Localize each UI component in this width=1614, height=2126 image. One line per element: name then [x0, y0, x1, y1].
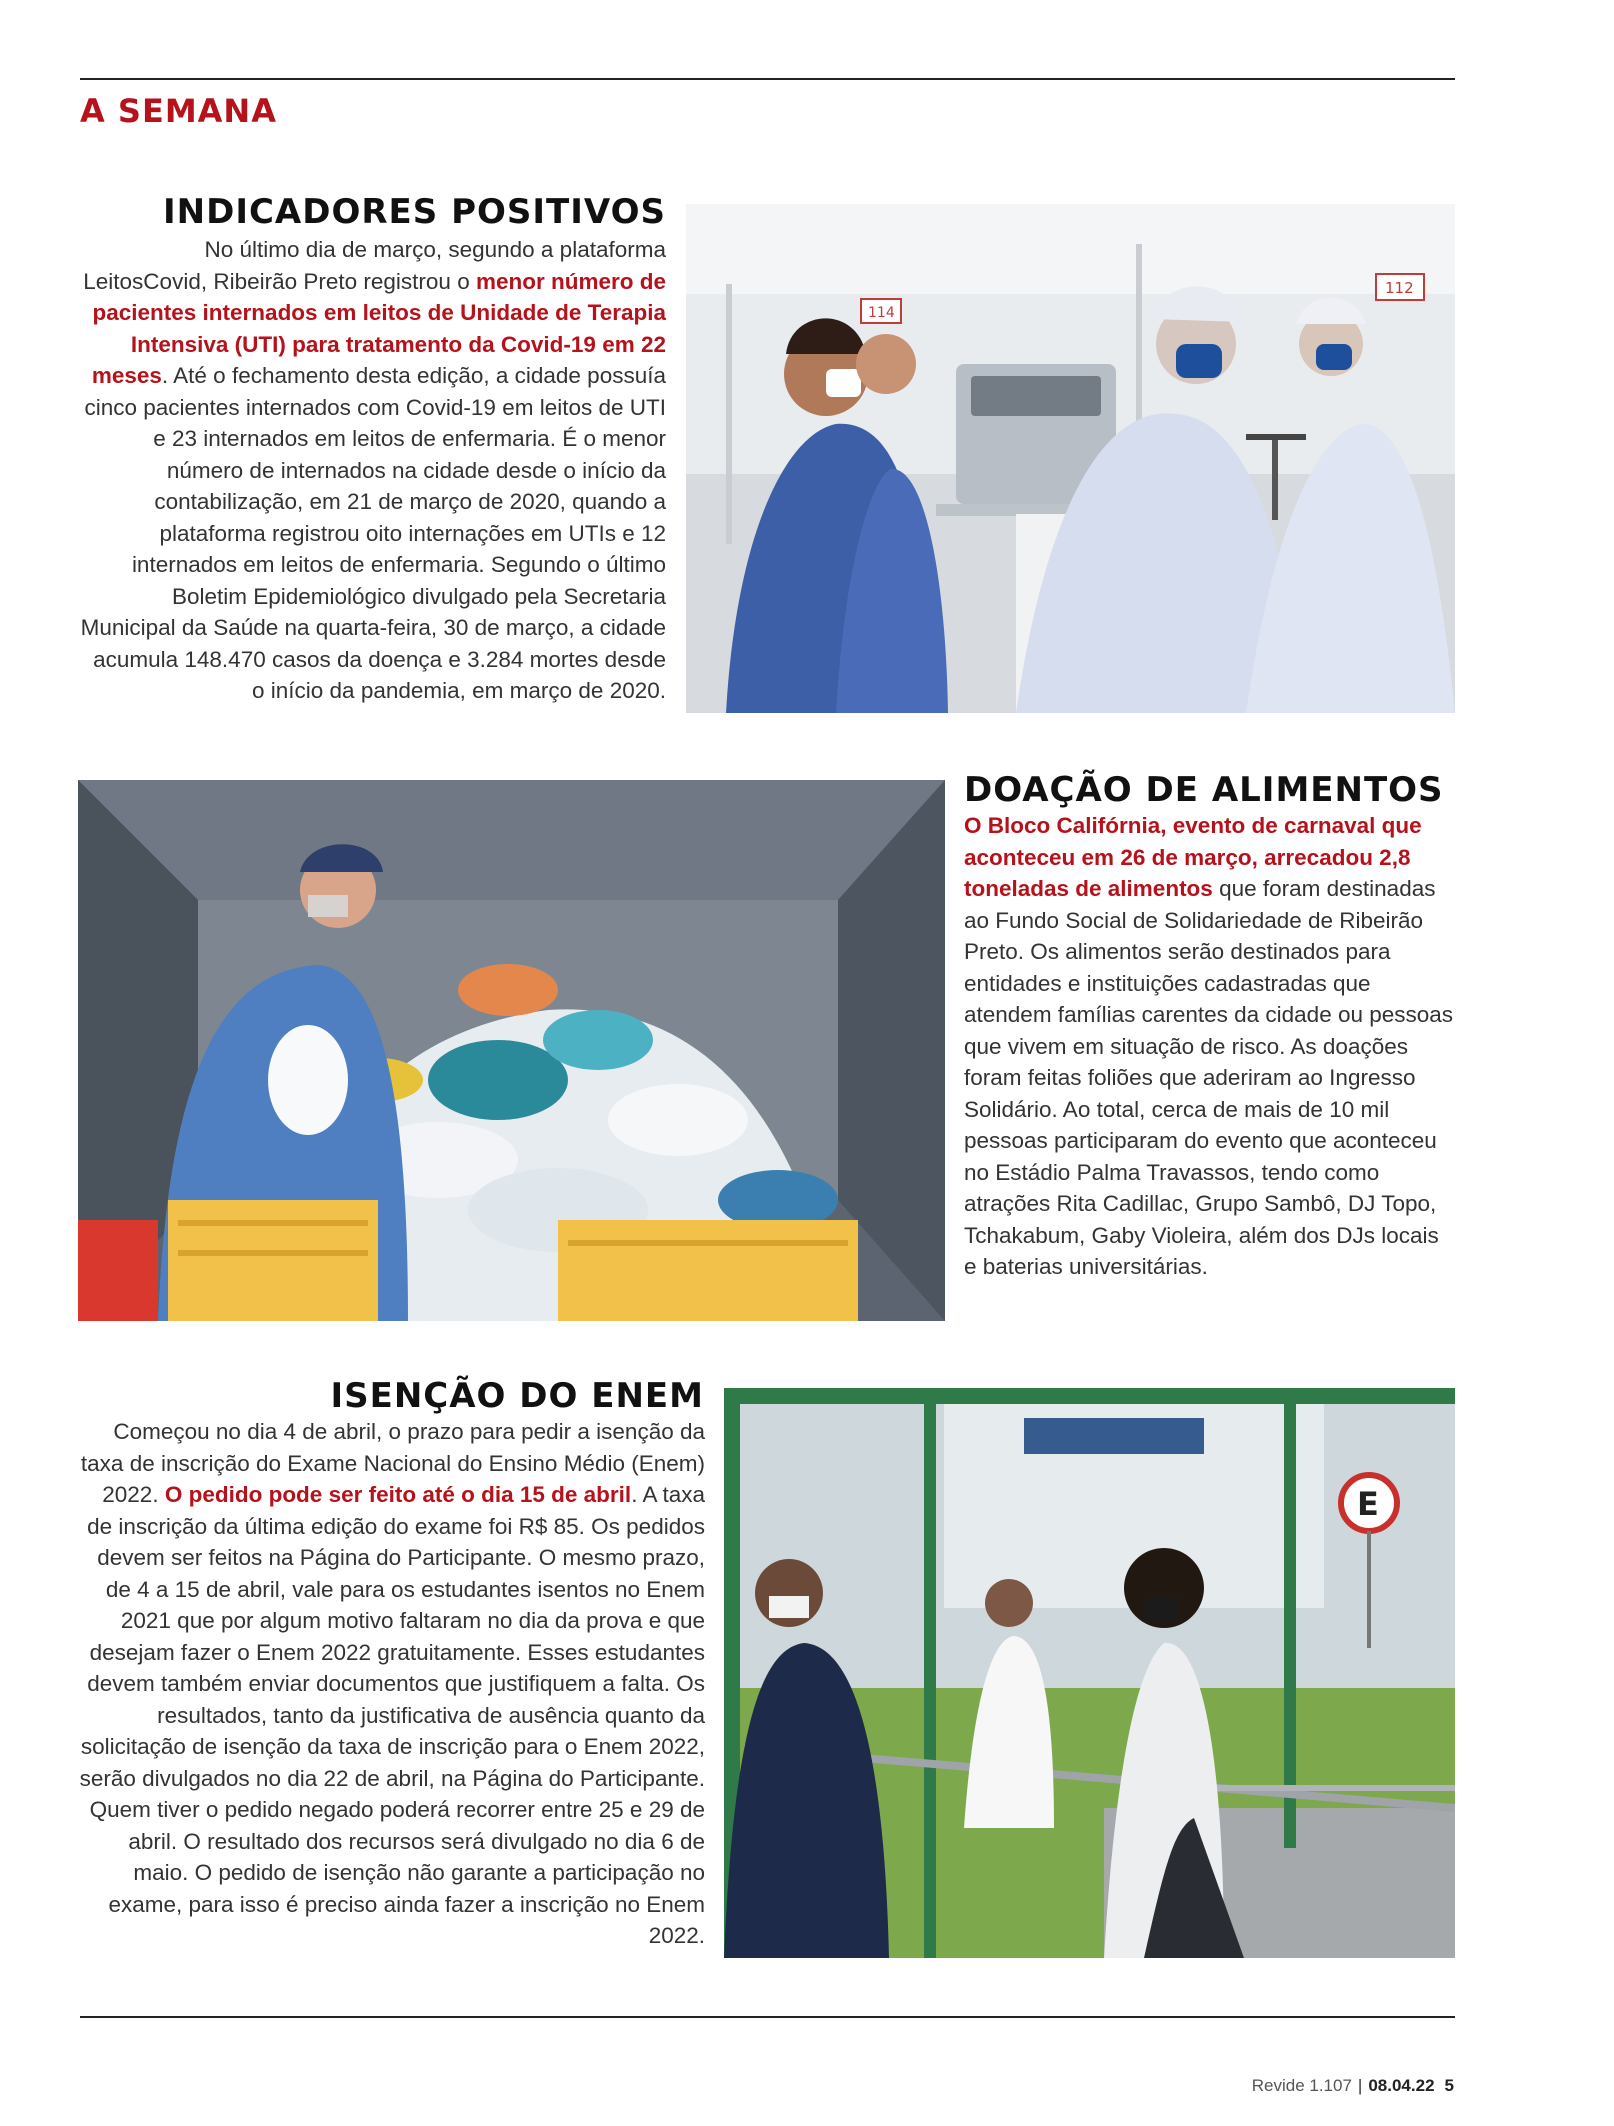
article-highlight: menor número de pacientes internados em leitos de Unidade de Terapia Intensiva (UTI) para tratamento da Covid-19 em 22 meses [91, 268, 666, 388]
article-highlight: O pedido pode ser feito até o dia 15 de abril [164, 1482, 632, 1507]
article-lead: Começou no dia 4 de abril, o prazo para pedir a isenção da taxa de inscrição do Exame Nacional do Ensino Médio (Enem) 2022. [80, 1419, 705, 1507]
article-body-enem [78, 1416, 705, 1952]
photo-icu-nurses [686, 204, 1455, 713]
article-body-doacao [964, 810, 1454, 1283]
photo-food-donations-truck [78, 780, 945, 1321]
page-number: 5 [1444, 2076, 1454, 2095]
article-text: que foram destinadas ao Fundo Social de Solidariedade de Ribeirão Preto. Os alimentos serão destinados para entidades e instituições cadastradas que atendem famílias carentes da cidade ou pessoas que vivem em situação de risco. As doações foram feitas foliões que aderiram ao Ingresso Solidário. Ao total, cerca de mais de 10 mil pessoas participaram do evento que aconteceu no Estádio Palma Travassos, tendo como atrações Rita Cadillac, Grupo Sambô, DJ Topo, Tchakabum, Gaby Violeira, além dos DJs locais e baterias universitárias. [964, 876, 1454, 1279]
footer-magazine: Revide 1.107 [1251, 2076, 1352, 2095]
bottom-rule [80, 2016, 1455, 2018]
no-parking-sign: E [1357, 1485, 1379, 1523]
headline-indicadores: INDICADORES POSITIVOS [162, 192, 666, 232]
headline-enem: ISENÇÃO DO ENEM [330, 1376, 704, 1416]
article-text: . Até o fechamento desta edição, a cidade possuía cinco pacientes internados com Covid-19 em leitos de UTI e 23 internados em leitos de enfermaria. É o menor número de internados na cidade desde o início da contabilização, em 21 de março de 2020, quando a plataforma registrou oito internações em UTIs e 12 internados em leitos de enfermaria. Segundo o último Boletim Epidemiológico divulgado pela Secretaria Municipal da Saúde na quarta-feira, 30 de março, a cidade acumula 148.470 casos da doença e 3.284 mortes desde o início da pandemia, em março de 2020. [80, 363, 666, 703]
bed-sign-112: 112 [1385, 279, 1414, 297]
section-label: A SEMANA [80, 92, 277, 130]
article-body-indicadores [78, 234, 666, 707]
photo-students-enem [724, 1388, 1455, 1958]
top-rule [80, 78, 1455, 80]
article-highlight: O Bloco Califórnia, evento de carnaval que aconteceu em 26 de março, arrecadou 2,8 toneladas de alimentos [964, 813, 1422, 901]
bed-sign-114: 114 [868, 305, 895, 321]
footer-separator: | [1357, 2076, 1363, 2095]
headline-doacao: DOAÇÃO DE ALIMENTOS [964, 770, 1444, 810]
article-text: . A taxa de inscrição da última edição do exame foi R$ 85. Os pedidos devem ser feitos na Página do Participante. O mesmo prazo, de 4 a 15 de abril, vale para os estudantes isentos no Enem 2021 que por algum motivo faltaram no dia da prova e que desejam fazer o Enem 2022 gratuitamente. Esses estudantes devem também enviar documentos que justifiquem a falta. Os resultados, tanto da justificativa de ausência quanto da solicitação de isenção da taxa de inscrição para o Enem 2022, serão divulgados no dia 22 de abril, na Página do Participante. Quem tiver o pedido negado poderá recorrer entre 25 e 29 de abril. O resultado dos recursos será divulgado no dia 6 de maio. O pedido de isenção não garante a participação no exame, para isso é preciso ainda fazer a inscrição no Enem 2022. [79, 1482, 705, 1948]
footer-date: 08.04.22 [1368, 2076, 1435, 2095]
article-lead: No último dia de março, segundo a plataforma LeitosCovid, Ribeirão Preto registrou o [83, 237, 666, 294]
page-footer [1252, 2076, 1454, 2096]
